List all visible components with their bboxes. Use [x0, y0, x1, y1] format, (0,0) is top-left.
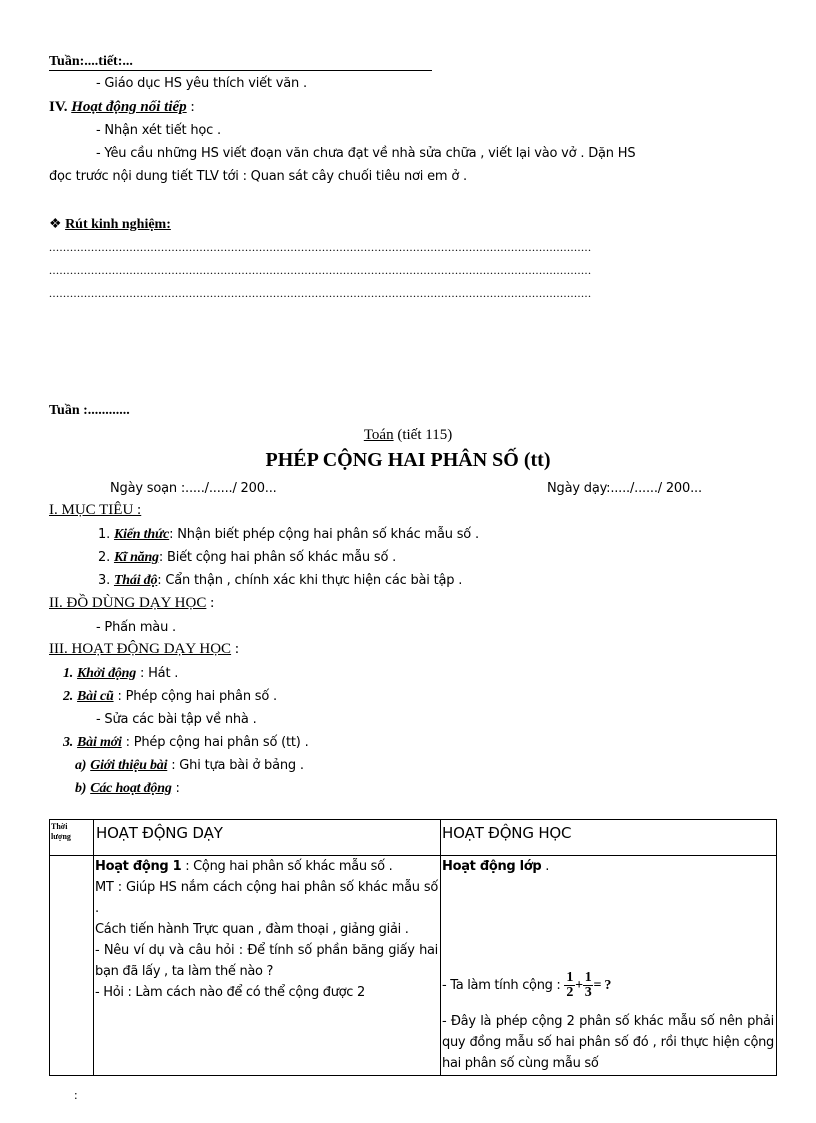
- objective-2-text: : Biết cộng hai phân số khác mẫu số .: [158, 550, 397, 565]
- experience-heading: [49, 216, 171, 233]
- sub-step-b: [75, 781, 180, 797]
- activities-title: III. HOẠT ĐỘNG DẠY HỌC: [49, 641, 232, 657]
- teach-activity-line: [95, 856, 438, 877]
- fraction-1-numerator: 1: [566, 970, 574, 985]
- subject-name: Toán: [363, 427, 394, 443]
- col-header-learn: HOẠT ĐỘNG HỌC: [442, 824, 572, 842]
- week-underline: [49, 70, 432, 71]
- table-col-divider-2: [440, 819, 441, 1076]
- education-line: - Giáo dục HS yêu thích viết văn .: [96, 76, 307, 91]
- objective-2: [98, 550, 396, 566]
- teach-activity-text: : Cộng hai phân số khác mẫu số .: [181, 859, 393, 874]
- period-label: (tiết 115): [393, 427, 453, 443]
- dotted-line-1: ...........................................................................................................................................................: [49, 240, 592, 254]
- col-header-teach: HOẠT ĐỘNG DẠY: [96, 824, 223, 842]
- equals-question: = ?: [593, 978, 612, 993]
- objective-3-text: : Cẩn thận , chính xác khi thực hiện các bài tập .: [157, 573, 463, 588]
- table-border-left: [49, 819, 50, 1076]
- step-1-text: : Hát .: [136, 666, 179, 681]
- objective-3-number: 3.: [98, 573, 111, 588]
- step-1: [63, 666, 178, 682]
- teach-line-2: Cách tiến hành Trực quan , đàm thoại , giảng giải .: [95, 922, 409, 937]
- iv-item-3: đọc trước nội dung tiết TLV tới : Quan sát cây chuối tiêu nơi em ở .: [49, 169, 467, 184]
- iv-item-2: - Yêu cầu những HS viết đoạn văn chưa đạt về nhà sửa chữa , viết lại vào vở . Dặn HS: [96, 146, 636, 161]
- sub-step-a-number: a): [75, 758, 87, 773]
- fraction-2-denominator: 3: [584, 985, 592, 1000]
- date-prepared: Ngày soạn :...../....../ 200...: [110, 481, 277, 496]
- step-2-label: Bài cũ: [77, 689, 114, 704]
- teach-line-1: MT : Giúp HS nắm cách cộng hai phân số khác mẫu số .: [95, 880, 438, 916]
- step-1-number: 1.: [63, 666, 74, 681]
- section-iv-title: Hoạt động nối tiếp: [71, 99, 187, 115]
- activities-heading: [49, 641, 239, 658]
- objectives-heading: I. MỤC TIÊU :: [49, 502, 142, 518]
- table-border-top: [49, 819, 776, 820]
- step-3-label: Bài mới: [77, 735, 122, 750]
- diamond-bullet-icon: ❖: [49, 217, 62, 232]
- step-3-number: 3.: [63, 735, 74, 750]
- learn-explanation: - Đây là phép cộng 2 phân số khác mẫu số nên phải quy đồng mẫu số hai phân số đó , rồi thực hiện cộng hai phân số cùng mẫu số: [442, 1014, 774, 1071]
- sub-step-a-label: Giới thiệu bài: [90, 758, 168, 773]
- section-iv-colon: :: [186, 99, 195, 115]
- sub-step-b-number: b): [75, 781, 87, 796]
- footer-mark: :: [74, 1087, 78, 1102]
- dotted-line-3: ...........................................................................................................................................................: [49, 286, 592, 300]
- objective-1-text: : Nhận biết phép cộng hai phân số khác mẫu số .: [169, 527, 479, 542]
- section-iv-number: IV.: [49, 99, 68, 115]
- learn-activity-label: Hoạt động lớp: [442, 859, 542, 874]
- experience-title: Rút kinh nghiệm:: [65, 217, 171, 232]
- materials-title: II. ĐỒ DÙNG DẠY HỌC: [49, 595, 207, 611]
- fraction-2-numerator: 1: [584, 970, 592, 985]
- iv-item-1: - Nhận xét tiết học .: [96, 123, 221, 138]
- teach-line-4: - Hỏi : Làm cách nào để có thể cộng được 2: [95, 985, 365, 1000]
- table-border-bottom: [49, 1075, 776, 1076]
- table-col-divider-1: [93, 819, 94, 1076]
- sub-step-a-text: : Ghi tựa bài ở bảng .: [167, 758, 304, 773]
- dotted-line-2: ...........................................................................................................................................................: [49, 263, 592, 277]
- col-header-time: Thời lượng: [51, 822, 71, 841]
- objective-3: [98, 573, 462, 589]
- teach-line-3: - Nêu ví dụ và câu hỏi : Để tính số phần băng giấy hai bạn đã lấy , ta làm thế nào ?: [95, 943, 438, 979]
- fraction-1: [564, 971, 575, 1000]
- activities-colon: :: [231, 641, 239, 657]
- materials-heading: [49, 595, 214, 612]
- sub-step-b-text: :: [171, 781, 180, 796]
- section-iv-heading: [49, 99, 195, 116]
- step-3: [63, 735, 309, 751]
- objective-1-label: Kiến thức: [113, 527, 170, 542]
- step-2-text: : Phép cộng hai phân số .: [113, 689, 277, 704]
- learn-activity-end: .: [541, 859, 550, 874]
- week-label-top: Tuần:....tiết:...: [49, 54, 133, 69]
- materials-item: - Phấn màu .: [96, 620, 176, 635]
- learn-calc-line: [442, 966, 774, 1006]
- table-border-right: [776, 819, 777, 1076]
- teach-activity-label: Hoạt động 1: [95, 859, 182, 874]
- sub-step-a: [75, 758, 304, 774]
- step-2-number: 2.: [63, 689, 74, 704]
- step-3-text: : Phép cộng hai phân số (tt) .: [121, 735, 309, 750]
- objective-3-label: Thái độ: [113, 573, 158, 588]
- old-lesson-item: - Sửa các bài tập về nhà .: [96, 712, 257, 727]
- learn-calc-prefix: - Ta làm tính cộng :: [442, 978, 561, 993]
- step-1-label: Khởi động: [77, 666, 137, 681]
- fraction-2: [583, 971, 594, 1000]
- sub-step-b-label: Các hoạt động: [90, 781, 172, 796]
- subject-line: [0, 427, 816, 444]
- materials-colon: :: [206, 595, 215, 611]
- teach-cell: [95, 856, 438, 1003]
- learn-activity-line: [442, 856, 774, 877]
- step-2: [63, 689, 277, 705]
- objective-2-label: Kĩ năng: [113, 550, 159, 565]
- week-label-lesson: Tuần :............: [49, 403, 130, 418]
- objective-1-number: 1.: [98, 527, 111, 542]
- fraction-1-denominator: 2: [566, 985, 574, 1000]
- date-taught: Ngày dạy:...../....../ 200...: [547, 481, 702, 496]
- plus-sign: +: [575, 978, 583, 993]
- objective-2-number: 2.: [98, 550, 111, 565]
- lesson-title: PHÉP CỘNG HAI PHÂN SỐ (tt): [265, 449, 551, 471]
- objective-1: [98, 527, 479, 543]
